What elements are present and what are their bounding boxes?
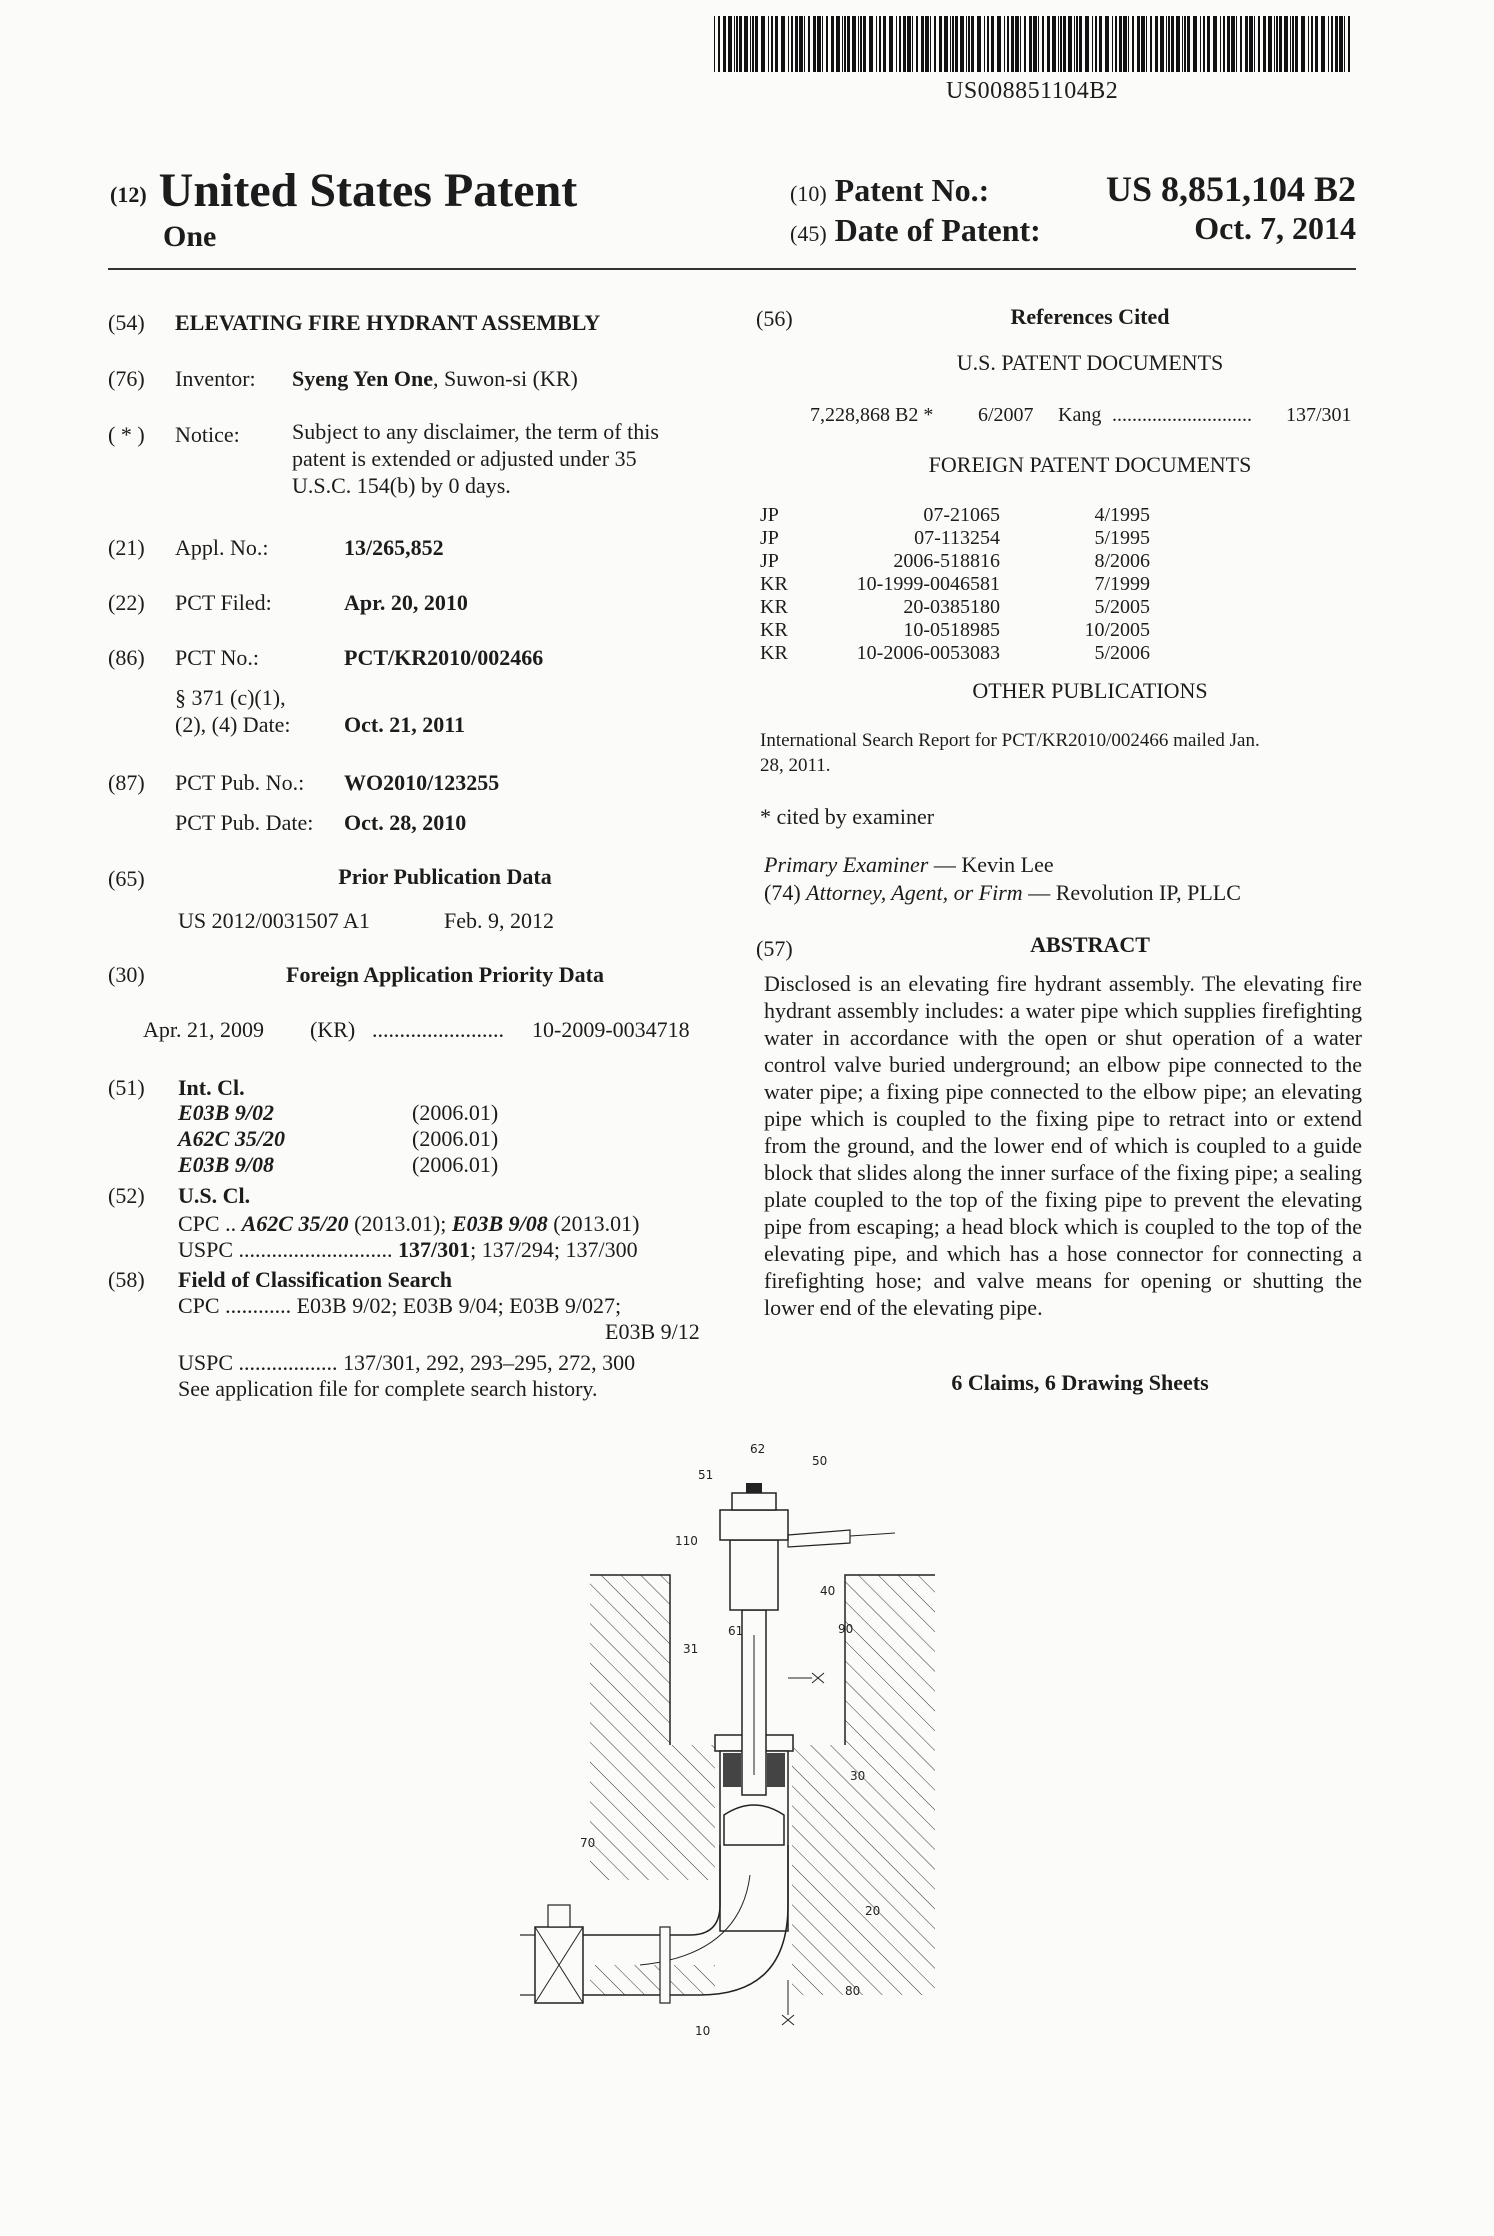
barcode-bar [858,16,859,72]
code-56: (56) [756,306,793,331]
pub-number: WO2010/123255 [344,770,500,795]
barcode-bar [944,16,948,72]
barcode-bar [1348,16,1350,72]
foreign-doc-date: 4/1995 [1094,504,1150,526]
barcode-bar [1058,16,1059,72]
pub-no-label: PCT Pub. No.: [175,770,305,795]
notice-line: Subject to any disclaimer, the term of this [292,419,659,444]
us-doc-row [810,404,1358,430]
barcode-bar [1284,16,1288,72]
barcode-bar [930,16,931,72]
barcode-bar [1060,16,1062,72]
code-58: (58) [108,1267,145,1292]
uspc-line [178,1237,638,1263]
barcode-bar [1024,16,1026,72]
cited-by-examiner: * cited by examiner [760,804,935,829]
barcode-bar [1112,16,1113,72]
inventor-surname: One [163,220,217,253]
foreign-doc-date: 8/2006 [1094,550,1150,572]
date-label-text: Date of Patent: [834,212,1041,248]
field-uspc-line [178,1350,635,1376]
barcode-bar [1011,16,1014,72]
barcode-bar [879,16,881,72]
prior-pub-number: US 2012/0031507 A1 [178,908,370,933]
int-cl-class: E03B 9/02 [178,1100,274,1125]
pct-filed-label: PCT Filed: [175,590,272,615]
barcode-bar [788,16,789,72]
cpc-class-a: A62C 35/20 [241,1211,349,1236]
barcode-bar [955,16,958,72]
search-history-note: See application file for complete search history. [178,1376,598,1401]
barcode-bar [1203,16,1205,72]
drawing-label: 31 [683,1642,699,1656]
barcode-bar [869,16,873,72]
drawing-label: 51 [698,1468,714,1482]
barcode-bar [714,16,715,72]
drawing-label: 10 [695,2024,711,2038]
barcode-bar [1015,16,1019,72]
barcode-bar [718,16,720,72]
uspc-main: 137/301 [398,1237,471,1262]
barcode-bar [889,16,893,72]
barcode-bar [1213,16,1217,72]
drawing-label: 62 [750,1442,766,1456]
primary-examiner [764,852,1054,878]
code-22: (22) [108,590,145,615]
barcode-bar [1115,16,1117,72]
barcode-bar [1290,16,1291,72]
barcode-bar [1128,16,1129,72]
foreign-doc-number: 2006-518816 [893,550,1000,572]
barcode-bar [977,16,981,72]
barcode-bar [907,16,911,72]
barcode-bar [771,16,773,72]
pct-number: PCT/KR2010/002466 [344,645,544,670]
code-51: (51) [108,1075,145,1100]
foreign-priority-date: Apr. 21, 2009 [143,1017,264,1042]
int-cl-class: E03B 9/08 [178,1152,274,1177]
inventor-name: Syeng Yen One [292,366,433,391]
barcode-bar [1052,16,1056,72]
int-cl-version: (2006.01) [412,1152,499,1177]
barcode-bar [1339,16,1343,72]
cpc-class-b: E03B 9/08 [451,1211,548,1236]
patent-number-label [790,172,989,209]
s371-date: Oct. 21, 2011 [344,712,465,737]
notice-label: Notice: [175,422,240,447]
us-doc-date: 6/2007 [978,404,1034,426]
barcode-bar [1119,16,1122,72]
us-docs-heading: U.S. PATENT DOCUMENTS [956,350,1224,375]
foreign-doc-date: 10/2005 [1084,619,1150,641]
cpc-date: (2013.01); [348,1211,452,1236]
references-heading: References Cited [1010,304,1170,329]
foreign-doc-number: 10-2006-0053083 [856,642,1000,664]
barcode-bar [755,16,758,72]
code-10: (10) [790,181,827,206]
barcode-bar [1105,16,1109,72]
barcode-bar [723,16,726,72]
drawing-label: 40 [820,1584,836,1598]
barcode-bar [912,16,913,72]
barcode-bar [799,16,803,72]
barcode-bar [1004,16,1005,72]
barcode-bar [1335,16,1338,72]
attorney-label: Attorney, Agent, or Firm [806,880,1023,905]
code-65: (65) [108,866,145,891]
barcode-bar [1184,16,1186,72]
prior-publication-heading: Prior Publication Data [338,864,552,889]
inventor-location: , Suwon-si (KR) [432,366,578,391]
field-uspc-label: USPC [178,1350,234,1375]
barcode-bar [847,16,850,72]
pct-no-label: PCT No.: [175,645,259,670]
barcode-bar [1279,16,1282,72]
drawing-label: 90 [838,1622,854,1636]
foreign-doc-number: 10-1999-0046581 [856,573,1000,595]
prior-pub-date: Feb. 9, 2012 [444,908,554,933]
barcode-bar [896,16,897,72]
barcode-bar [744,16,748,72]
barcode-bar [1295,16,1298,72]
uspc-rest: ; 137/294; 137/300 [470,1237,638,1262]
attorney-name: — Revolution IP, PLLC [1022,880,1241,905]
barcode-bar [852,16,856,72]
barcode-bar [1007,16,1009,72]
barcode-bar [752,16,754,72]
drawing-label: 50 [812,1454,828,1468]
attorney [764,880,1241,906]
examiner-label: Primary Examiner [764,852,929,877]
drawing-label: 61 [728,1624,744,1638]
barcode-bar [987,16,989,72]
int-cl-class: A62C 35/20 [178,1126,285,1151]
foreign-doc-date: 7/1999 [1094,573,1150,595]
barcode-bar [1095,16,1097,72]
barcode-bar [1301,16,1305,72]
barcode-bar [1328,16,1329,72]
barcode-bar [728,16,732,72]
barcode-bar [1254,16,1255,72]
barcode-bar [968,16,970,72]
barcode-bar [1146,16,1147,72]
barcode-bar [817,16,821,72]
barcode-bar [1193,16,1197,72]
barcode-bar [1223,16,1225,72]
invention-title: ELEVATING FIRE HYDRANT ASSEMBLY [175,310,601,335]
patent-country-title [110,163,577,218]
foreign-doc-date: 5/2006 [1094,642,1150,664]
appl-number: 13/265,852 [344,535,444,560]
us-doc-name: Kang [1058,404,1102,426]
barcode-bar [1160,16,1164,72]
barcode-bar [804,16,805,72]
barcode-bar [1076,16,1078,72]
barcode-bar [836,16,840,72]
examiner-name: — Kevin Lee [928,852,1054,877]
barcode-bar [916,16,918,72]
barcode-bar [1150,16,1152,72]
code-74: (74) [764,880,801,905]
barcode-bar [1263,16,1266,72]
foreign-doc-country: JP [760,504,779,526]
leader-dots: ............................ [1112,404,1252,426]
leader-dots: ............ [219,1293,297,1318]
foreign-priority-number: 10-2009-0034718 [532,1017,690,1042]
foreign-doc-number: 20-0385180 [903,596,1000,618]
barcode-bar [899,16,901,72]
barcode-bar [876,16,877,72]
barcode-bar [822,16,823,72]
barcode-bar [1231,16,1235,72]
barcode-bar [734,16,735,72]
drawing-label: 20 [865,1904,881,1918]
barcode-bar [1168,16,1170,72]
field-cpc-label: CPC [178,1293,220,1318]
code-notice: ( * ) [108,422,145,447]
barcode-bar [1315,16,1318,72]
barcode-bar [1042,16,1044,72]
barcode-bar [1321,16,1325,72]
other-publications-heading: OTHER PUBLICATIONS [972,678,1208,703]
barcode-bar [1207,16,1210,72]
barcode-bar [950,16,951,72]
abstract-text: Disclosed is an elevating fire hydrant assembly. The elevating fire hydrant assembly includes: a water pipe which supplies firefighting water in accordance with the open or shut operation of a water control valve buried underground; an elbow pipe connected to the water pipe; a fixing pipe connected to the elbow pipe; an elevating pipe which is coupled to the fixing pipe to retract into or extend from the ground, and the lower end of which is coupled to a guide block that slides along the inner surface of the fixing pipe; a sealing plate coupled to the top of the fixing pipe to prevent the elevating pipe from escaping; a head block which is coupled to the top of the elevating pipe, and which has a hose connector for connecting a firefighting hose; and valve means for opening or shutting the lower end of the elevating pipe. [764,971,1362,1320]
foreign-doc-number: 10-0518985 [903,619,1000,641]
barcode-bar [984,16,985,72]
patent-date: Oct. 7, 2014 [1194,210,1356,246]
barcode-bar [863,16,866,72]
barcode-bar [739,16,742,72]
abstract-heading: ABSTRACT [1030,932,1150,957]
barcode-bar [971,16,974,72]
pub-date: Oct. 28, 2010 [344,810,467,835]
other-pub-line: 28, 2011. [760,755,831,776]
us-cl-label: U.S. Cl. [178,1183,251,1208]
barcode-bar [1092,16,1093,72]
barcode-bar [903,16,906,72]
cpc-label: CPC .. [178,1211,237,1236]
barcode-bar [1033,16,1037,72]
drawing-label: 80 [845,1984,861,1998]
other-publication [760,728,1360,778]
field-cpc-values: E03B 9/02; E03B 9/04; E03B 9/027; [296,1293,622,1318]
barcode-bar [1220,16,1221,72]
pct-filed-date: Apr. 20, 2010 [344,590,468,615]
barcode-bar [860,16,862,72]
patent-date-label [790,212,1041,249]
foreign-doc-country: JP [760,550,779,572]
barcode-bar [1020,16,1021,72]
barcode-bar [1085,16,1089,72]
barcode-bar [1236,16,1237,72]
barcode-bar [934,16,936,72]
header-rule [108,268,1356,270]
barcode-bar [1182,16,1183,72]
barcode-bar [761,16,765,72]
patent-no-label-text: Patent No.: [834,172,990,208]
barcode-bar [1258,16,1260,72]
barcode-bar [1141,16,1145,72]
foreign-doc-date: 5/1995 [1094,527,1150,549]
us-doc-number: 7,228,868 B2 * [810,404,934,426]
leader-dots: ........................ [372,1017,504,1042]
barcode-bar [1063,16,1066,72]
hydrant-drawing [520,1435,940,2050]
barcode-bar [1176,16,1180,72]
s371-label: § 371 (c)(1), [175,685,286,710]
foreign-doc-country: KR [760,619,788,641]
code-86: (86) [108,645,145,670]
barcode-bar [1166,16,1167,72]
appl-label: Appl. No.: [175,535,269,560]
foreign-doc-number: 07-21065 [923,504,1000,526]
barcode-bar [1047,16,1050,72]
barcode-bar [1155,16,1158,72]
barcode-bar [883,16,886,72]
barcode-bar [952,16,954,72]
inventor-label: Inventor: [175,366,256,391]
foreign-doc-country: JP [760,527,779,549]
barcode-bar [768,16,769,72]
barcode-bar [1311,16,1313,72]
barcode-bar [966,16,967,72]
foreign-doc-country: KR [760,596,788,618]
barcode-bar [1276,16,1278,72]
barcode-number: US008851104B2 [946,78,1119,104]
barcode-bar [925,16,929,72]
barcode-bar [1268,16,1272,72]
code-21: (21) [108,535,145,560]
title-text: United States Patent [158,164,578,217]
field-uspc-values: 137/301, 292, 293–295, 272, 300 [343,1350,636,1375]
patent-number: US 8,851,104 B2 [1105,169,1356,209]
barcode-bar [1240,16,1242,72]
int-cl-version: (2006.01) [412,1126,499,1151]
barcode-bar [813,16,816,72]
notice-line: patent is extended or adjusted under 35 [292,446,637,471]
barcode-bar [1074,16,1075,72]
barcode-bar [960,16,964,72]
barcode-bar [1038,16,1039,72]
code-45: (45) [790,221,827,246]
barcode [714,16,1354,72]
notice-text [292,418,712,499]
foreign-doc-date: 5/2005 [1094,596,1150,618]
barcode-bar [842,16,843,72]
barcode-bar [1344,16,1345,72]
inventor-entry [292,366,578,392]
barcode-bar [1245,16,1248,72]
barcode-bar [1099,16,1102,72]
barcode-bar [939,16,942,72]
cpc-date: (2013.01) [547,1211,640,1236]
barcode-bar [921,16,924,72]
barcode-bar [750,16,751,72]
leader-dots: .................. [233,1350,344,1375]
int-cl-version: (2006.01) [412,1100,499,1125]
barcode-bar [736,16,738,72]
barcode-bar [1331,16,1333,72]
field-search-label: Field of Classification Search [178,1267,452,1292]
barcode-bar [1187,16,1190,72]
foreign-priority-country: (KR) [310,1017,356,1042]
barcode-bar [991,16,994,72]
barcode-bar [1249,16,1253,72]
code-12: (12) [110,181,147,207]
us-doc-class: 137/301 [1286,404,1352,426]
other-pub-line: International Search Report for PCT/KR2010/002466 mailed Jan. [760,730,1260,751]
barcode-bar [781,16,785,72]
code-57: (57) [756,936,793,961]
foreign-doc-country: KR [760,573,788,595]
code-52: (52) [108,1183,145,1208]
barcode-bar [1132,16,1134,72]
barcode-bar [1068,16,1072,72]
uspc-label: USPC [178,1237,234,1262]
drawing-label: 30 [850,1769,866,1783]
barcode-bar [1029,16,1032,72]
barcode-bar [808,16,810,72]
barcode-bar [844,16,846,72]
leader-dots: ............................ [233,1237,399,1262]
barcode-bar [795,16,798,72]
foreign-docs-heading: FOREIGN PATENT DOCUMENTS [928,452,1252,477]
s371-date-label: (2), (4) Date: [175,712,291,737]
drawing-label: 110 [675,1534,698,1548]
barcode-bar [1292,16,1294,72]
foreign-doc-country: KR [760,642,788,664]
barcode-bar [831,16,834,72]
barcode-bar [791,16,793,72]
barcode-bar [1137,16,1140,72]
drawing-label: 70 [580,1836,596,1850]
notice-line: U.S.C. 154(b) by 0 days. [292,473,511,498]
barcode-bar [1308,16,1309,72]
barcode-bar [1274,16,1275,72]
pub-date-label: PCT Pub. Date: [175,810,314,835]
barcode-bar [1227,16,1230,72]
barcode-bar [1079,16,1082,72]
int-cl-label: Int. Cl. [178,1075,245,1100]
barcode-bar [1200,16,1201,72]
foreign-priority-heading: Foreign Application Priority Data [286,962,604,987]
claims-count: 6 Claims, 6 Drawing Sheets [951,1370,1209,1395]
code-54: (54) [108,310,145,335]
barcode-bar [775,16,778,72]
field-cpc-last: E03B 9/12 [605,1319,700,1344]
barcode-bar [1123,16,1127,72]
cpc-line [178,1211,639,1237]
barcode-bar [1171,16,1174,72]
foreign-doc-number: 07-113254 [914,527,1000,549]
barcode-bar [997,16,1001,72]
code-76: (76) [108,366,145,391]
field-cpc-line [178,1293,621,1319]
code-30: (30) [108,962,145,987]
code-87: (87) [108,770,145,795]
barcode-bar [826,16,828,72]
